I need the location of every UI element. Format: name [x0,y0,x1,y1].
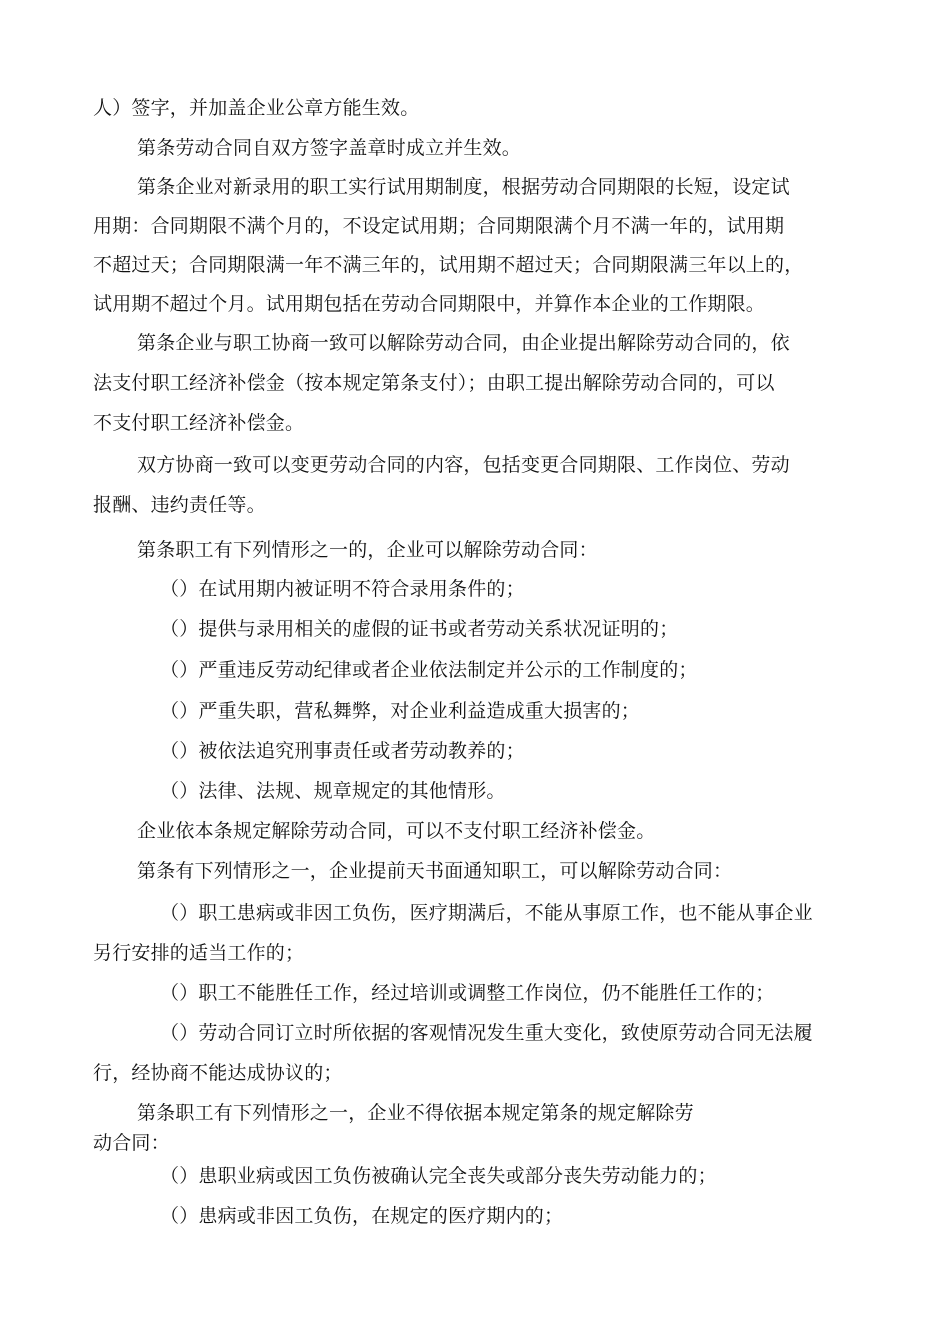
text-line: 第条职工有下列情形之一的，企业可以解除劳动合同： [137,539,598,561]
text-line: 不支付职工经济补偿金。 [93,412,305,434]
list-item: （）职工不能胜任工作，经过培训或调整工作岗位，仍不能胜任工作的； [160,982,775,1004]
text-line: 试用期不超过个月。试用期包括在劳动合同期限中，并算作本企业的工作期限。 [93,293,766,315]
text-line: 第条劳动合同自双方签字盖章时成立并生效。 [137,137,522,159]
text-line: 双方协商一致可以变更劳动合同的内容，包括变更合同期限、工作岗位、劳动 [137,454,790,476]
text-line: 企业依本条规定解除劳动合同，可以不支付职工经济补偿金。 [137,820,656,842]
text-line: 用期：合同期限不满个月的，不设定试用期；合同期限满个月不满一年的，试用期 [93,215,785,237]
list-item: （）职工患病或非因工负伤，医疗期满后，不能从事原工作，也不能从事企业 [160,902,813,924]
list-item: （）被依法追究刑事责任或者劳动教养的； [160,740,525,762]
text-line: 法支付职工经济补偿金（按本规定第条支付）；由职工提出解除劳动合同的，可以 [93,372,775,394]
text-line: 另行安排的适当工作的； [93,942,305,964]
text-line: 第条企业与职工协商一致可以解除劳动合同，由企业提出解除劳动合同的，依 [137,332,790,354]
list-item: （）劳动合同订立时所依据的客观情况发生重大变化，致使原劳动合同无法履 [160,1022,813,1044]
text-line: 第条职工有下列情形之一，企业不得依据本规定第条的规定解除劳 [137,1102,694,1124]
text-line: 不超过天；合同期限满一年不满三年的，试用期不超过天；合同期限满三年以上的， [93,254,804,276]
list-item: （）严重违反劳动纪律或者企业依法制定并公示的工作制度的； [160,659,698,681]
list-item: （）患职业病或因工负伤被确认完全丧失或部分丧失劳动能力的； [160,1165,717,1187]
text-line: 第条企业对新录用的职工实行试用期制度，根据劳动合同期限的长短，设定试 [137,176,790,198]
text-line: 报酬、违约责任等。 [93,494,266,516]
text-line: 第条有下列情形之一，企业提前天书面通知职工，可以解除劳动合同： [137,860,733,882]
list-item: （）严重失职，营私舞弊，对企业利益造成重大损害的； [160,700,641,722]
list-item: （）提供与录用相关的虚假的证书或者劳动关系状况证明的； [160,618,679,640]
text-line: 行，经协商不能达成协议的； [93,1062,343,1084]
list-item: （）法律、法规、规章规定的其他情形。 [160,780,506,802]
text-line: 动合同： [93,1132,170,1154]
list-item: （）患病或非因工负伤，在规定的医疗期内的； [160,1205,564,1227]
text-line: 人）签字，并加盖企业公章方能生效。 [93,97,420,119]
list-item: （）在试用期内被证明不符合录用条件的； [160,578,525,600]
